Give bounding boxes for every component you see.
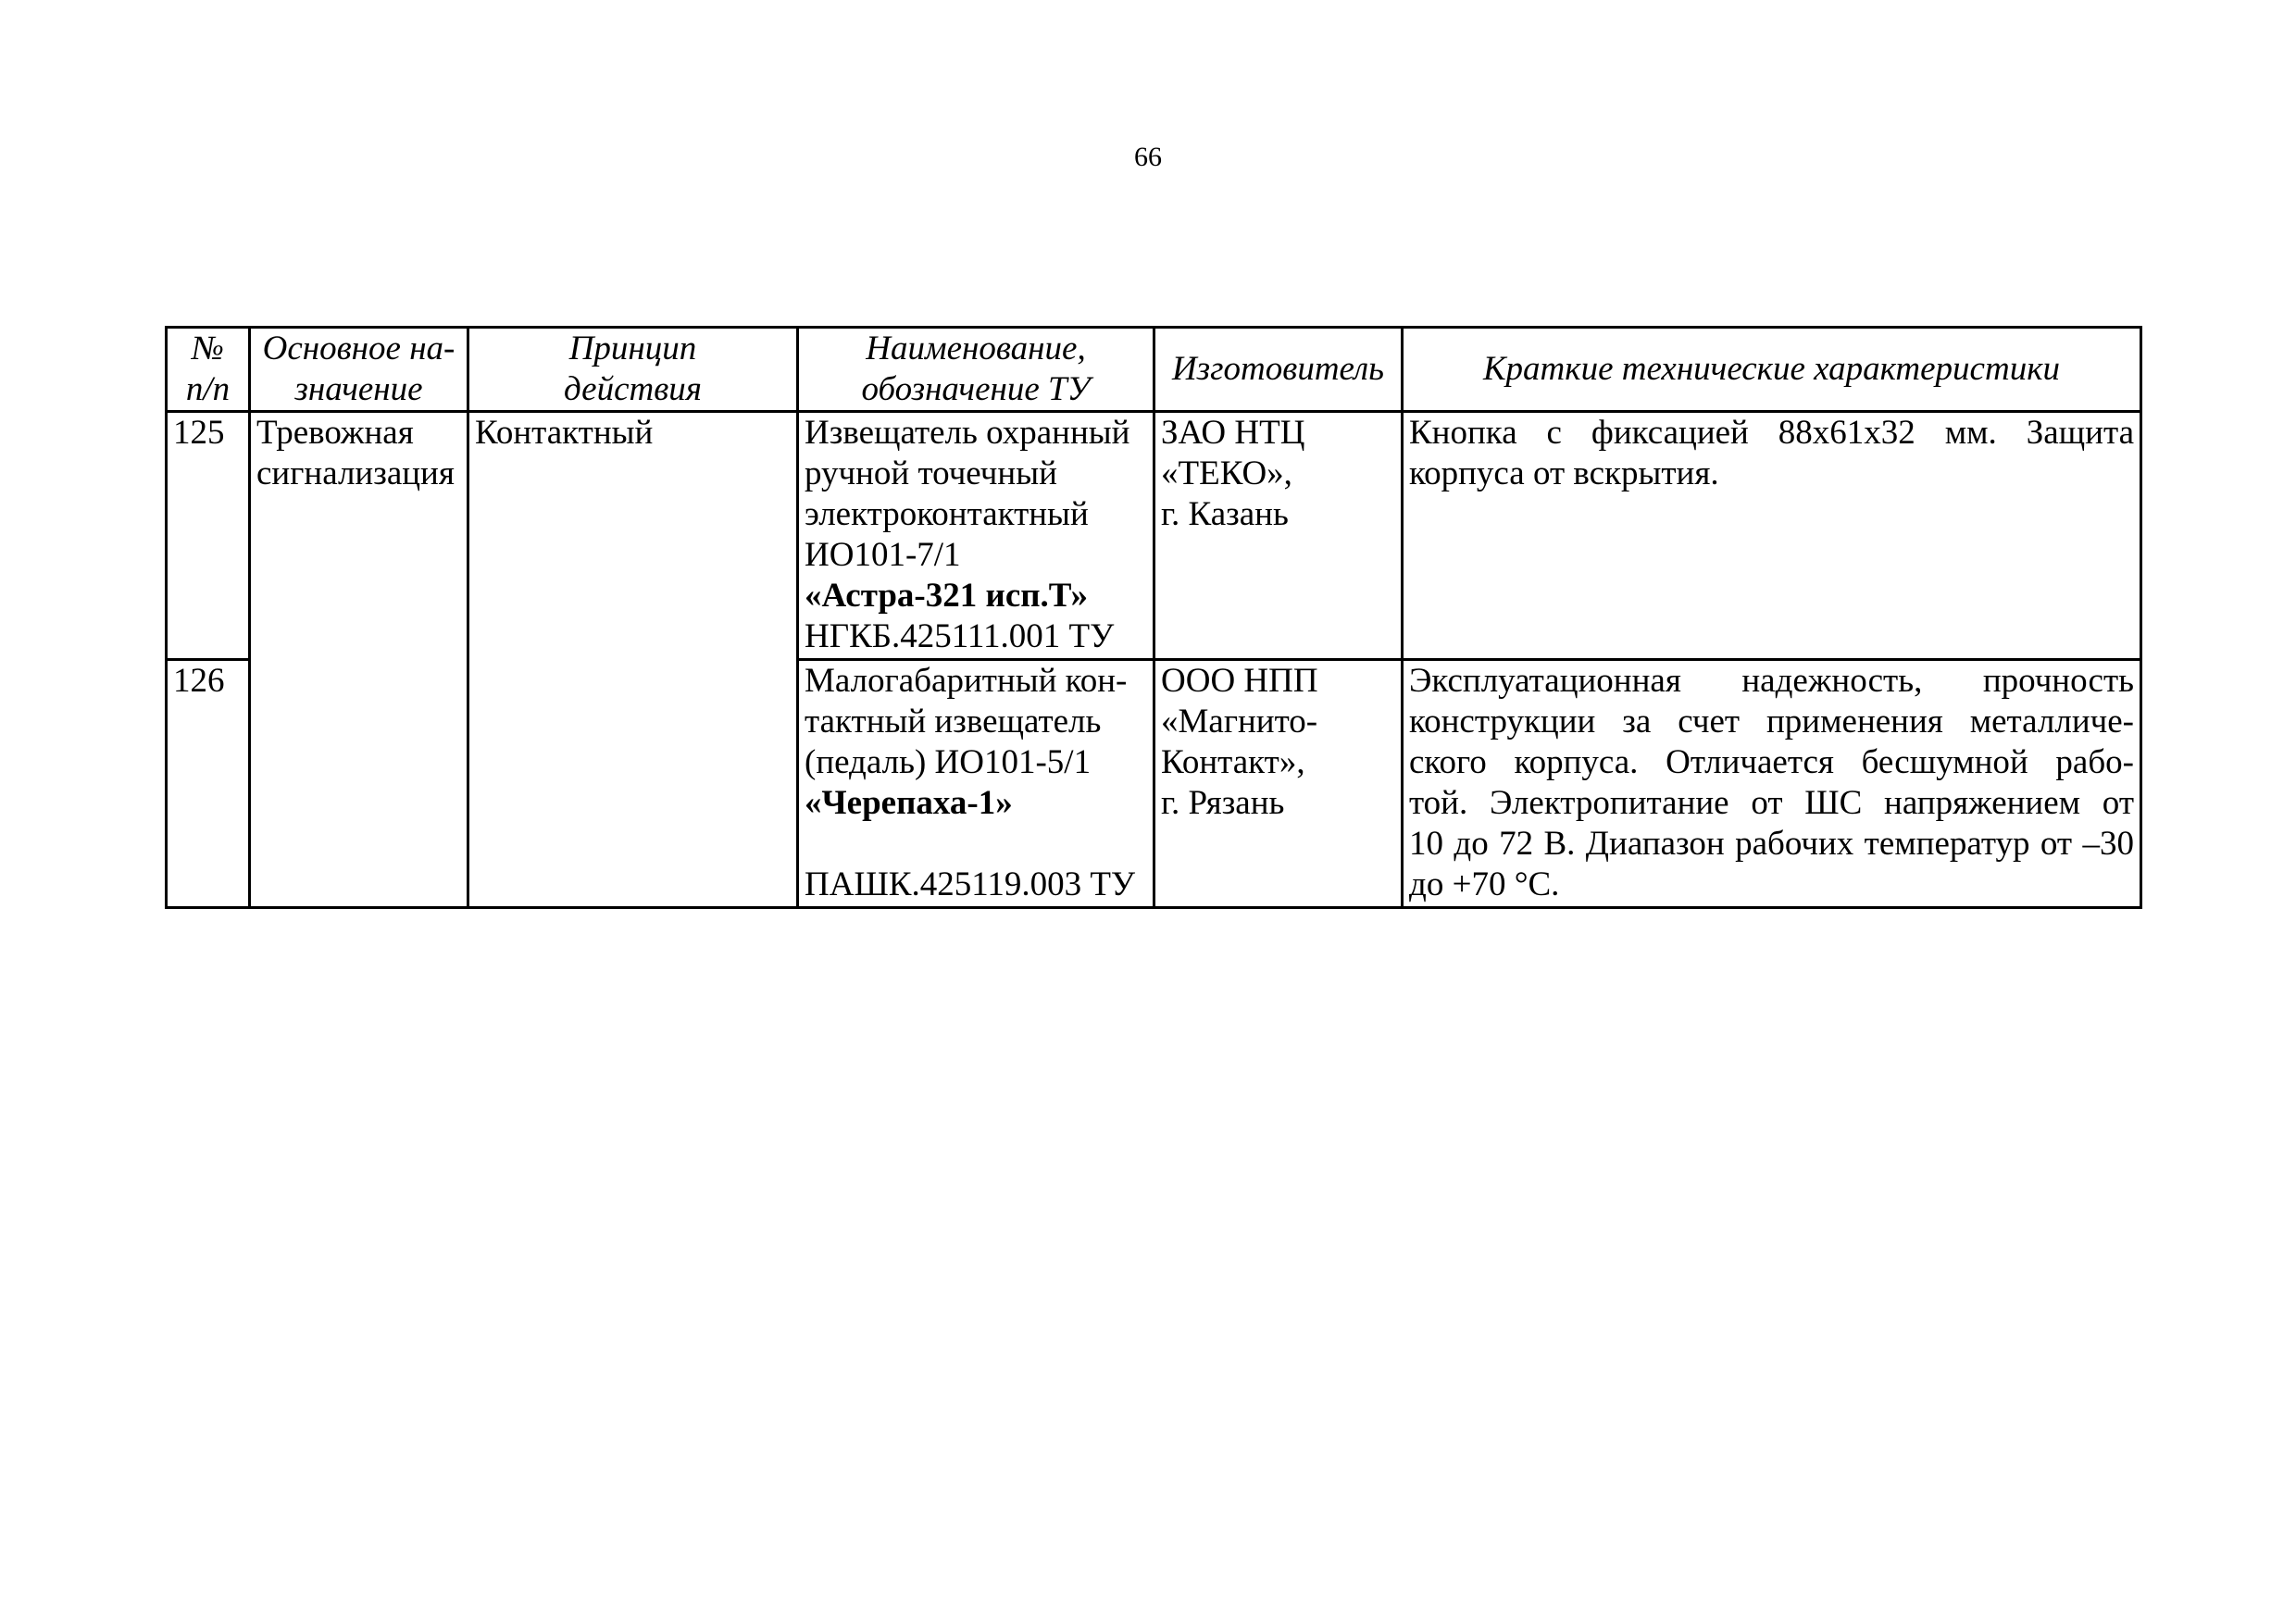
- header-purpose-line: Основное на-: [262, 330, 455, 367]
- specs-line: 10 до 72 В. Диапазон рабочих температур от –30: [1409, 825, 2134, 863]
- specs-line: ского корпуса. Отличается бесшумной рабо-: [1409, 743, 2134, 781]
- device-model-name: «Черепаха-1»: [805, 784, 1013, 822]
- manufacturer-line: г. Рязань: [1161, 784, 1285, 822]
- header-specs: [1403, 328, 2141, 412]
- principle-cell: [468, 412, 798, 908]
- page-number: 66: [1134, 142, 1162, 172]
- header-purpose: [250, 328, 468, 412]
- header-name-line: обозначение ТУ: [861, 370, 1091, 408]
- header-manufacturer: [1154, 328, 1403, 412]
- header-manufacturer-line: Изготовитель: [1171, 350, 1385, 388]
- blank-line: [805, 824, 1147, 865]
- specs-line: той. Электропитание от ШС напряжением от: [1409, 784, 2134, 822]
- manufacturer-line: ООО НПП: [1161, 662, 1318, 700]
- header-name: [798, 328, 1154, 412]
- device-name-line: тактный извещатель: [805, 703, 1102, 741]
- specs-cell: [1403, 412, 2141, 660]
- specs-line: до +70 °С.: [1409, 865, 1560, 903]
- header-num-line: №: [192, 330, 224, 367]
- purpose-line: Тревожная: [256, 414, 414, 452]
- header-principle-line: действия: [564, 370, 702, 408]
- manufacturer-line: г. Казань: [1161, 495, 1289, 533]
- device-tu-code: НГКБ.425111.001 ТУ: [805, 617, 1115, 655]
- manufacturer-cell: [1154, 412, 1403, 660]
- device-spec-table: [165, 326, 2142, 909]
- row-num: 125: [167, 412, 250, 660]
- manufacturer-line: Контакт»,: [1161, 743, 1305, 781]
- device-name-line: Малогабаритный кон-: [805, 662, 1128, 700]
- device-tu-code: ПАШК.425119.003 ТУ: [805, 865, 1136, 903]
- header-principle-line: Принцип: [568, 330, 697, 367]
- device-name-cell: [798, 412, 1154, 660]
- device-name-line: ИО101-7/1: [805, 536, 961, 574]
- device-name-line: Извещатель охранный: [805, 414, 1130, 452]
- specs-line: конструкции за счет применения металличе-: [1409, 703, 2134, 741]
- header-specs-line: Краткие технические характеристики: [1482, 350, 2061, 388]
- specs-cell: [1403, 660, 2141, 908]
- row-num: 126: [167, 660, 250, 908]
- manufacturer-line: ЗАО НТЦ: [1161, 414, 1305, 452]
- manufacturer-cell: [1154, 660, 1403, 908]
- device-name-cell: [798, 660, 1154, 908]
- header-purpose-line: значение: [294, 370, 423, 408]
- specs-line: Эксплуатационная надежность, прочность: [1409, 662, 2134, 700]
- principle-text: Контактный: [475, 414, 654, 452]
- table-header-row: [167, 328, 2141, 412]
- purpose-cell: [250, 412, 468, 908]
- header-num-line: п/п: [185, 370, 231, 408]
- device-name-line: (педаль) ИО101-5/1: [805, 743, 1092, 781]
- header-num: [167, 328, 250, 412]
- purpose-line: сигнализация: [256, 454, 455, 492]
- specs-line: корпуса от вскрытия.: [1409, 454, 1719, 492]
- device-name-line: ручной точечный: [805, 454, 1057, 492]
- manufacturer-line: «Магнито-: [1161, 703, 1318, 741]
- header-name-line: Наименование,: [866, 330, 1086, 367]
- device-name-line: электроконтактный: [805, 495, 1089, 533]
- manufacturer-line: «ТЕКО»,: [1161, 454, 1292, 492]
- table-row: [167, 412, 2141, 660]
- device-model-name: «Астра-321 исп.Т»: [805, 577, 1089, 615]
- specs-line: Кнопка с фиксацией 88x61x32 мм. Защита: [1409, 414, 2134, 452]
- header-principle: [468, 328, 798, 412]
